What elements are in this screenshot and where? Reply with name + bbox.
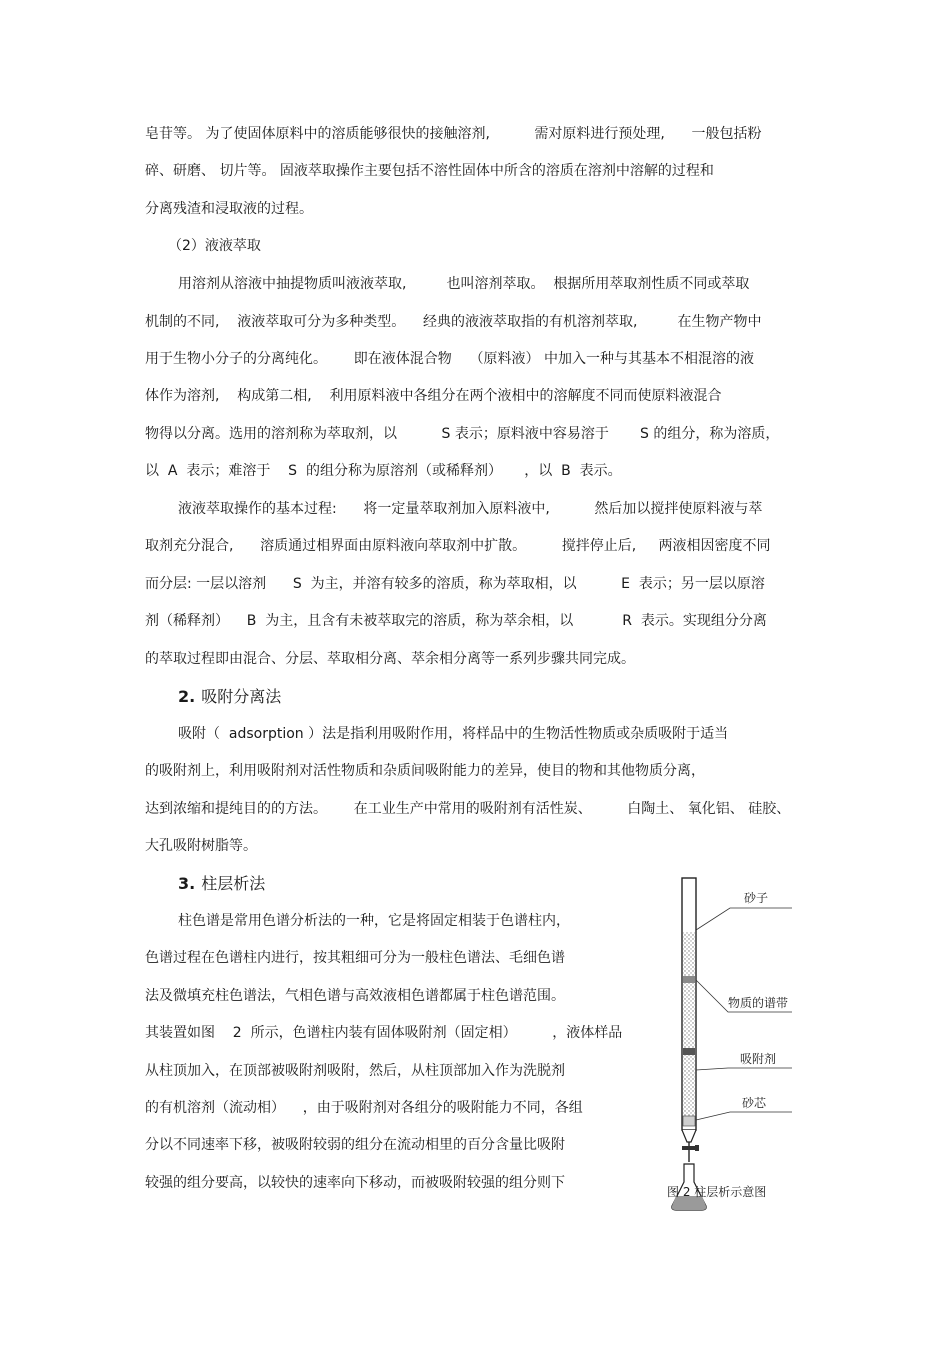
label-sand-core: 砂芯 (742, 1096, 767, 1110)
section-title: 吸附分离法 (201, 687, 282, 706)
sand-layer (683, 932, 695, 940)
text-line: 用于生物小分子的分离纯化。 即在液体混合物 （原料液） 中加入一种与其基本不相混溶的液 (145, 351, 754, 367)
text-line: 法及微填充柱色谱法，气相色谱与高效液相色谱都属于柱色谱范围。 (145, 988, 565, 1004)
text-line: 的有机溶剂（流动相） ，由于吸附剂对各组分的吸附能力不同，各组 (145, 1100, 583, 1116)
label-adsorbent: 吸附剂 (740, 1052, 777, 1066)
column-chromatography-diagram (660, 870, 810, 1215)
text-line: 碎、研磨、 切片等。 固液萃取操作主要包括不溶性固体中所含的溶质在溶剂中溶解的过程和 (145, 163, 714, 179)
label-bands: 物质的谱带 (728, 996, 789, 1010)
sand-core (683, 1116, 695, 1126)
text-line: 分离残渣和浸取液的过程。 (145, 201, 313, 217)
text-line: 从柱顶加入，在顶部被吸附剂吸附，然后，从柱顶部加入作为洗脱剂 (145, 1063, 565, 1079)
subheading-liquid-extraction: （2）液液萃取 (168, 238, 261, 254)
section-number: 2. (178, 687, 196, 706)
text-line: 取剂充分混合, 溶质通过相界面由原料液向萃取剂中扩散。 搅拌停止后, 两液相因密度不同 (145, 538, 771, 554)
section-number: 3. (178, 874, 196, 893)
text-line: 吸附（ adsorption ）法是指利用吸附作用，将样品中的生物活性物质或杂质吸附于适当 (178, 726, 729, 742)
substance-band (683, 1048, 695, 1055)
text-line: 液液萃取操作的基本过程: 将一定量萃取剂加入原料液中, 然后加以搅拌使原料液与萃 (178, 501, 763, 517)
text-line: 皂苷等。 为了使固体原料中的溶质能够很快的接触溶剂, 需对原料进行预处理, 一般包括粉 (145, 126, 762, 142)
text-line: 达到浓缩和提纯目的的方法。 在工业生产中常用的吸附剂有活性炭、 白陶土、 氧化铝、 硅胶、 (145, 801, 791, 817)
section-title: 柱层析法 (201, 874, 266, 893)
text-line: 色谱过程在色谱柱内进行，按其粗细可分为一般柱色谱法、毛细色谱 (145, 950, 565, 966)
text-line: 体作为溶剂, 构成第二相, 利用原料液中各组分在两个液相中的溶解度不同而使原料液混合 (145, 388, 722, 404)
text-line: 的吸附剂上，利用吸附剂对活性物质和杂质间吸附能力的差异，使目的物和其他物质分离， (145, 763, 705, 779)
text-line: 以 A 表示；难溶于 S 的组分称为原溶剂（或稀释剂） ，以 B 表示。 (145, 463, 622, 479)
text-line: 较强的组分要高，以较快的速率向下移动，而被吸附较强的组分则下 (145, 1175, 565, 1191)
text-line: 的萃取过程即由混合、分层、萃取相分离、萃余相分离等一系列步骤共同完成。 (145, 651, 635, 667)
figure-caption: 图 2 柱层析示意图 (667, 1185, 767, 1199)
text-line: 分以不同速率下移，被吸附较弱的组分在流动相里的百分含量比吸附 (145, 1137, 565, 1153)
stopcock-icon (682, 1146, 696, 1150)
text-line: 物得以分离。选用的溶剂称为萃取剂，以 S 表示；原料液中容易溶于 S 的组分，称为溶质， (145, 426, 780, 442)
section-heading-adsorption (178, 686, 281, 708)
text-line: 而分层: 一层以溶剂 S 为主，并溶有较多的溶质，称为萃取相，以 E 表示；另一层以原溶 (145, 576, 765, 592)
text-line: 用溶剂从溶液中抽提物质叫液液萃取, 也叫溶剂萃取。 根据所用萃取剂性质不同或萃取 (178, 276, 750, 292)
text-line: 剂（稀释剂） B 为主，且含有未被萃取完的溶质，称为萃余相，以 R 表示。实现组分分离 (145, 613, 767, 629)
text-line: 大孔吸附树脂等。 (145, 838, 257, 854)
label-sand: 砂子 (744, 891, 769, 905)
text-line: 其装置如图 2 所示，色谱柱内装有固体吸附剂（固定相） ，液体样品 (145, 1025, 623, 1041)
text-line: 机制的不同, 液液萃取可分为多种类型。 经典的液液萃取指的有机溶剂萃取, 在生物产物中 (145, 314, 762, 330)
adsorbent-packing (683, 940, 695, 1126)
text-line: 柱色谱是常用色谱分析法的一种，它是将固定相装于色谱柱内， (178, 913, 570, 929)
substance-band (683, 976, 695, 983)
section-heading-column-chromatography (178, 873, 265, 895)
